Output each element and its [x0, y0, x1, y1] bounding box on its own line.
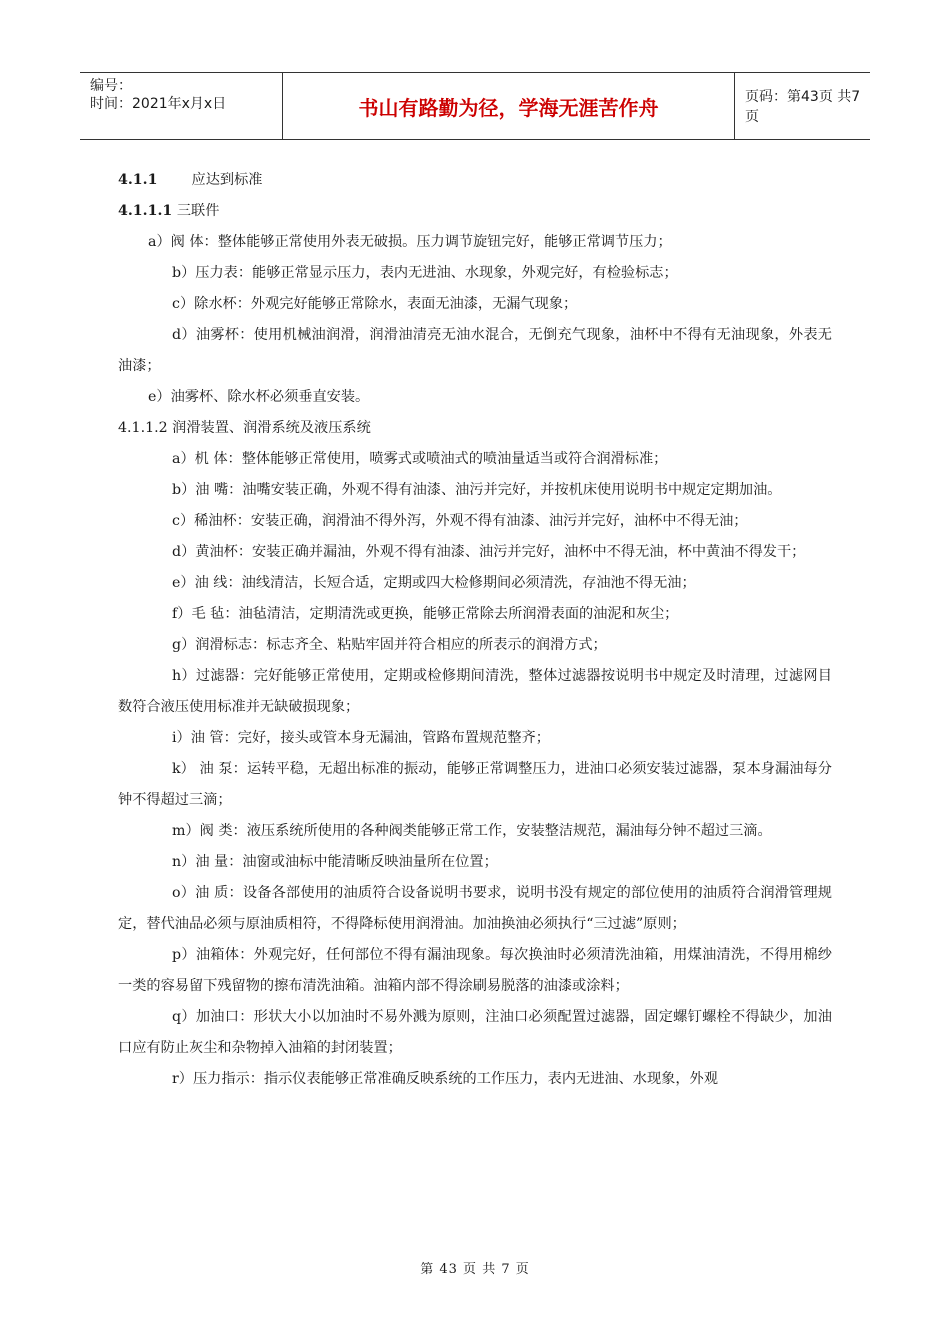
list-item: d）黄油杯：安装正确并漏油，外观不得有油漆、油污并完好，油杯中不得无油，杯中黄油不得发干； [172, 544, 806, 560]
page-footer: 第 43 页 共 7 页 [420, 1262, 530, 1277]
list-item: b）压力表：能够正常显示压力，表内无进油、水现象，外观完好，有检验标志； [172, 265, 678, 281]
list-item: q）加油口：形状大小以加油时不易外溅为原则，注油口必须配置过滤器，固定螺钉螺栓不得缺少，加油口应有防止灰尘和杂物掉入油箱的封闭装置； [118, 1009, 832, 1056]
list-item: h）过滤器：完好能够正常使用，定期或检修期间清洗，整体过滤器按说明书中规定及时清理，过滤网目数符合液压使用标准并无缺破损现象； [118, 668, 832, 715]
header-meta [80, 73, 282, 139]
section-title: 应达到标准 [191, 172, 263, 188]
list-item: d）油雾杯：使用机械油润滑，润滑油清亮无油水混合，无倒充气现象，油杯中不得有无油现象，外表无油漆； [118, 327, 832, 374]
header-page-info: 页码：第43页 共7页 [745, 89, 861, 125]
list-item: c）除水杯：外观完好能够正常除水，表面无油漆，无漏气现象； [172, 296, 578, 312]
list-item: b）油 嘴：油嘴安装正确，外观不得有油漆、油污并完好，并按机床使用说明书中规定定期加油。 [172, 482, 782, 498]
page-header [80, 72, 870, 140]
list-item: m）阀 类：液压系统所使用的各种阀类能够正常工作，安装整洁规范，漏油每分钟不超过三滴。 [172, 823, 772, 839]
list-item: n）油 量：油窗或油标中能清晰反映油量所在位置； [172, 854, 498, 870]
list-item: i）油 管：完好，接头或管本身无漏油，管路布置规范整齐； [172, 730, 550, 746]
section-heading [118, 165, 832, 196]
list-item: o）油 质：设备各部使用的油质符合设备说明书要求，说明书没有规定的部位使用的油质符合润滑管理规定，替代油品必须与原油质相符，不得降标使用润滑油。加油换油必须执行“三过滤”原则； [118, 885, 832, 932]
list-item: r）压力指示：指示仪表能够正常准确反映系统的工作压力，表内无进油、水现象，外观 [172, 1071, 718, 1087]
document-body [118, 165, 832, 1095]
subsection-heading-2: 4.1.1.2 润滑装置、润滑系统及液压系统 [118, 420, 371, 436]
section-number: 4.1.1 [118, 172, 158, 188]
header-motto: 书山有路勤为径，学海无涯苦作舟 [282, 73, 735, 139]
subsection-heading-1 [118, 196, 832, 227]
list-item: a）机 体：整体能够正常使用，喷雾式或喷油式的喷油量适当或符合润滑标准； [172, 451, 668, 467]
list-item: g）润滑标志：标志齐全、粘贴牢固并符合相应的所表示的润滑方式； [172, 637, 607, 653]
list-item: k） 油 泵：运转平稳，无超出标准的振动，能够正常调整压力，进油口必须安装过滤器，泵本身漏油每分钟不得超过三滴； [118, 761, 832, 808]
header-time-label: 时间：2021年x月x日 [90, 96, 227, 112]
subsection-title: 三联件 [172, 203, 220, 219]
list-item: f）毛 毡：油毡清洁，定期清洗或更换，能够正常除去所润滑表面的油泥和灰尘； [172, 606, 679, 622]
list-item: c）稀油杯：安装正确，润滑油不得外泻，外观不得有油漆、油污并完好，油杯中不得无油； [172, 513, 748, 529]
header-number-label: 编号： [90, 78, 132, 94]
list-item: e）油 线：油线清洁，长短合适，定期或四大检修期间必须清洗，存油池不得无油； [172, 575, 696, 591]
list-item: e）油雾杯、除水杯必须垂直安装。 [148, 389, 370, 405]
subsection-number: 4.1.1.1 [118, 203, 173, 219]
list-item: p）油箱体：外观完好，任何部位不得有漏油现象。每次换油时必须清洗油箱，用煤油清洗，不得用棉纱一类的容易留下残留物的擦布清洗油箱。油箱内部不得涂刷易脱落的油漆或涂料； [118, 947, 832, 994]
list-item: a）阀 体：整体能够正常使用外表无破损。压力调节旋钮完好，能够正常调节压力； [148, 234, 672, 250]
